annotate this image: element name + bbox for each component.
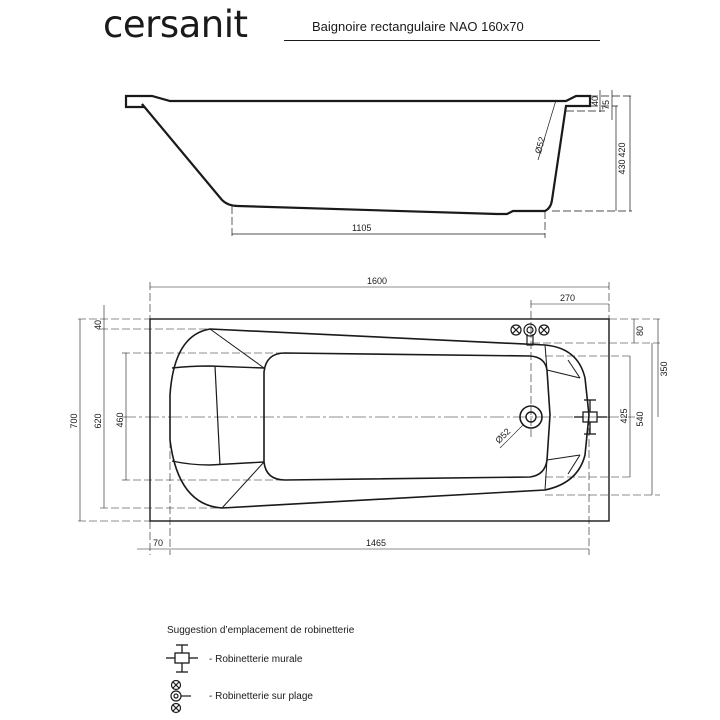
dim-1600-label: 1600 [367, 276, 388, 286]
top-view [78, 282, 660, 555]
dim-80-label: 80 [635, 325, 645, 337]
legend-title: Suggestion d’emplacement de robinetterie [167, 625, 355, 636]
top-floor-outline [264, 353, 550, 480]
dim-270-label: 270 [560, 293, 576, 303]
dim-460-label: 460 [115, 412, 125, 428]
dim-430-label: 430 [617, 159, 627, 175]
side-drain-label: Ø52 [533, 135, 548, 155]
dim-425-label: 425 [619, 408, 629, 424]
dim-70-label: 70 [153, 538, 164, 548]
headrest-curve-left-bottom [172, 461, 264, 465]
legend-item-wall-label: - Robinetterie murale [209, 654, 303, 665]
right-facet-6 [547, 455, 580, 460]
corner-line-bl [222, 462, 264, 508]
brand-logo: cersanit [103, 3, 248, 46]
drawing-title: Baignoire rectangulaire NAO 160x70 [312, 19, 524, 34]
headrest-curve-left [172, 366, 264, 368]
dim-40-top-label: 40 [93, 319, 103, 331]
dim-350-label: 350 [659, 361, 669, 377]
dim-420-label: 420 [617, 142, 627, 158]
dim-1105-label: 1105 [352, 223, 372, 233]
top-drain-label: Ø52 [493, 426, 513, 446]
dim-40-label: 40 [590, 95, 600, 107]
dim-1465-label: 1465 [366, 538, 387, 548]
dim-540-label: 540 [635, 411, 645, 427]
corner-line-tl [210, 329, 264, 368]
deck-mounted-tap-icon [171, 681, 191, 713]
dim-620-label: 620 [93, 413, 103, 429]
wall-mounted-tap-icon [166, 645, 198, 672]
side-view [126, 90, 632, 238]
dim-75-label: 75 [601, 99, 611, 111]
deck-tap-fixture [511, 324, 549, 345]
dim-700-label: 700 [69, 413, 79, 429]
headrest-divider [215, 366, 220, 465]
side-view-profile [126, 96, 590, 214]
legend-item-deck-label: - Robinetterie sur plage [209, 691, 313, 702]
